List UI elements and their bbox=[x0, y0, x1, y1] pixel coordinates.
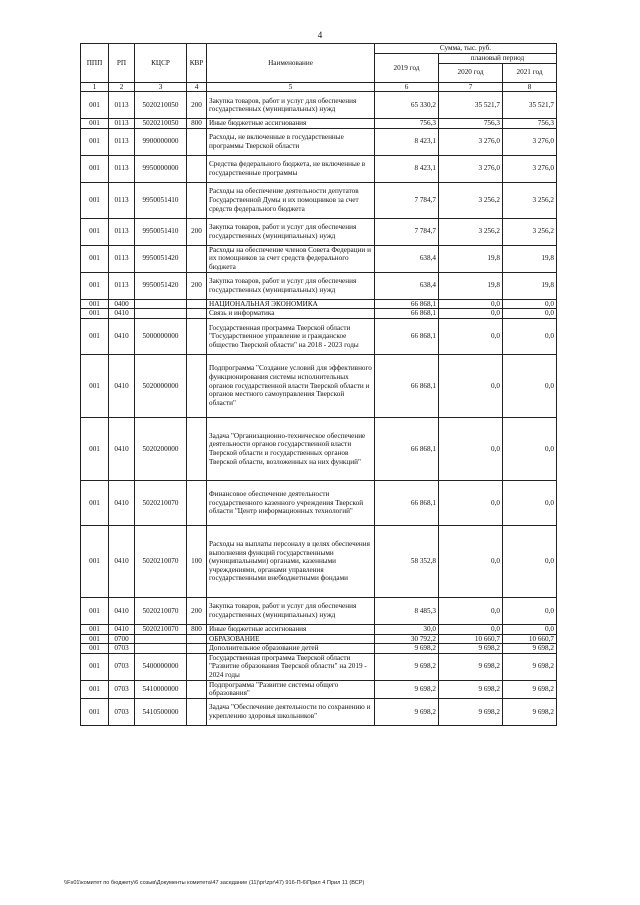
column-number: 2 bbox=[109, 82, 135, 92]
cell-v2019: 66 868,1 bbox=[375, 299, 439, 309]
table-row bbox=[81, 597, 557, 624]
table-row bbox=[81, 182, 557, 218]
cell-v2019: 66 868,1 bbox=[375, 354, 439, 417]
cell-kcsr: 5020210070 bbox=[135, 597, 187, 624]
col-header-planned-period: плановый период bbox=[439, 54, 557, 64]
cell-v2021: 10 660,7 bbox=[503, 634, 557, 644]
cell-rp: 0113 bbox=[109, 128, 135, 155]
cell-kvr bbox=[187, 318, 207, 354]
cell-kcsr: 5020200000 bbox=[135, 417, 187, 480]
budget-table bbox=[80, 43, 557, 726]
cell-rp: 0113 bbox=[109, 245, 135, 272]
cell-kvr bbox=[187, 155, 207, 182]
cell-v2020: 9 698,2 bbox=[439, 644, 503, 654]
cell-ppp: 001 bbox=[81, 128, 109, 155]
cell-v2021: 35 521,7 bbox=[503, 92, 557, 119]
cell-name: Расходы на обеспечение деятельности депутатов Государственной Думы и их помощников за счет средств федерального бюджета bbox=[207, 182, 375, 218]
table-row bbox=[81, 480, 557, 525]
col-header-rp: РП bbox=[109, 44, 135, 83]
cell-v2020: 0,0 bbox=[439, 525, 503, 597]
cell-ppp: 001 bbox=[81, 525, 109, 597]
cell-name: Связь и информатика bbox=[207, 309, 375, 319]
cell-name: Подпрограмма "Создание условий для эффективного функционирования системы исполнительных органов государственной власти Тверской области и органов местного самоуправления Тверской области" bbox=[207, 354, 375, 417]
cell-kcsr: 5020210070 bbox=[135, 624, 187, 634]
cell-ppp: 001 bbox=[81, 680, 109, 698]
col-header-sum: Сумма, тыс. руб. bbox=[375, 44, 557, 54]
cell-ppp: 001 bbox=[81, 92, 109, 119]
cell-v2021: 0,0 bbox=[503, 525, 557, 597]
table-row bbox=[81, 155, 557, 182]
cell-v2019: 9 698,2 bbox=[375, 698, 439, 725]
cell-v2020: 756,3 bbox=[439, 119, 503, 129]
cell-v2019: 9 698,2 bbox=[375, 644, 439, 654]
cell-ppp: 001 bbox=[81, 309, 109, 319]
cell-name: Расходы на обеспечение членов Совета Федерации и их помощников за счет средств федерального бюджета bbox=[207, 245, 375, 272]
table-row bbox=[81, 272, 557, 299]
cell-v2020: 0,0 bbox=[439, 624, 503, 634]
cell-v2021: 19,8 bbox=[503, 245, 557, 272]
cell-v2020: 0,0 bbox=[439, 597, 503, 624]
cell-v2021: 0,0 bbox=[503, 480, 557, 525]
file-path-footer: \\Fs01\комитет по бюджету\6 созыв\Документы комитета\47 заседание (11)\pr\zpr\47) 916-П-6\Прил 4 Прил 11 (ВСР) bbox=[64, 880, 365, 886]
cell-kvr bbox=[187, 354, 207, 417]
cell-v2021: 3 256,2 bbox=[503, 182, 557, 218]
cell-v2020: 3 276,0 bbox=[439, 155, 503, 182]
cell-rp: 0703 bbox=[109, 653, 135, 680]
cell-kvr bbox=[187, 680, 207, 698]
cell-ppp: 001 bbox=[81, 218, 109, 245]
cell-name: Иные бюджетные ассигнования bbox=[207, 119, 375, 129]
cell-v2020: 19,8 bbox=[439, 272, 503, 299]
cell-ppp: 001 bbox=[81, 182, 109, 218]
cell-kcsr: 5020210070 bbox=[135, 480, 187, 525]
cell-kvr bbox=[187, 698, 207, 725]
cell-v2021: 0,0 bbox=[503, 597, 557, 624]
col-header-name: Наименование bbox=[207, 44, 375, 83]
cell-ppp: 001 bbox=[81, 698, 109, 725]
cell-ppp: 001 bbox=[81, 299, 109, 309]
cell-name: Финансовое обеспечение деятельности государственного казенного учреждения Тверской области "Центр информационных технологий" bbox=[207, 480, 375, 525]
cell-v2020: 35 521,7 bbox=[439, 92, 503, 119]
cell-v2021: 9 698,2 bbox=[503, 698, 557, 725]
cell-v2019: 7 784,7 bbox=[375, 182, 439, 218]
cell-v2020: 0,0 bbox=[439, 417, 503, 480]
table-row bbox=[81, 92, 557, 119]
cell-name: Иные бюджетные ассигнования bbox=[207, 624, 375, 634]
cell-kcsr: 5020210070 bbox=[135, 525, 187, 597]
cell-kvr: 200 bbox=[187, 272, 207, 299]
table-row bbox=[81, 634, 557, 644]
cell-name: Подпрограмма "Развитие системы общего образования" bbox=[207, 680, 375, 698]
cell-name: Закупка товаров, работ и услуг для обеспечения государственных (муниципальных) нужд bbox=[207, 272, 375, 299]
cell-name: Средства федерального бюджета, не включенные в государственные программы bbox=[207, 155, 375, 182]
cell-v2021: 0,0 bbox=[503, 354, 557, 417]
cell-name: Расходы на выплаты персоналу в целях обеспечения выполнения функций государственными (муниципальными) органами, казенными учреждениями, органами управления государственными внебюджетными фондами bbox=[207, 525, 375, 597]
cell-kvr bbox=[187, 480, 207, 525]
cell-v2020: 9 698,2 bbox=[439, 653, 503, 680]
cell-v2019: 30 792,2 bbox=[375, 634, 439, 644]
cell-rp: 0113 bbox=[109, 272, 135, 299]
cell-v2021: 3 256,2 bbox=[503, 218, 557, 245]
column-number: 8 bbox=[503, 82, 557, 92]
cell-v2021: 756,3 bbox=[503, 119, 557, 129]
cell-v2020: 19,8 bbox=[439, 245, 503, 272]
cell-v2019: 638,4 bbox=[375, 245, 439, 272]
cell-name: Задача "Организационно-техническое обеспечение деятельности органов государственной власти Тверской области и государственных органов Тверской области, возложенных на них функций" bbox=[207, 417, 375, 480]
cell-kcsr: 5020210050 bbox=[135, 119, 187, 129]
col-header-2019: 2019 год bbox=[375, 54, 439, 83]
cell-v2021: 9 698,2 bbox=[503, 653, 557, 680]
cell-kcsr bbox=[135, 634, 187, 644]
cell-kvr bbox=[187, 309, 207, 319]
cell-kcsr: 5000000000 bbox=[135, 318, 187, 354]
cell-kvr bbox=[187, 182, 207, 218]
cell-v2021: 19,8 bbox=[503, 272, 557, 299]
table-row bbox=[81, 119, 557, 129]
cell-name: НАЦИОНАЛЬНАЯ ЭКОНОМИКА bbox=[207, 299, 375, 309]
cell-name: Закупка товаров, работ и услуг для обеспечения государственных (муниципальных) нужд bbox=[207, 92, 375, 119]
cell-name: Государственная программа Тверской области "Государственное управление и гражданское общество Тверской области" на 2018 - 2023 годы bbox=[207, 318, 375, 354]
cell-rp: 0410 bbox=[109, 318, 135, 354]
cell-name: Закупка товаров, работ и услуг для обеспечения государственных (муниципальных) нужд bbox=[207, 597, 375, 624]
cell-v2021: 0,0 bbox=[503, 299, 557, 309]
table-row bbox=[81, 680, 557, 698]
cell-rp: 0703 bbox=[109, 698, 135, 725]
cell-v2019: 7 784,7 bbox=[375, 218, 439, 245]
cell-kcsr: 9950051410 bbox=[135, 182, 187, 218]
cell-kvr bbox=[187, 634, 207, 644]
table-row bbox=[81, 309, 557, 319]
cell-rp: 0410 bbox=[109, 309, 135, 319]
cell-v2019: 9 698,2 bbox=[375, 680, 439, 698]
table-row bbox=[81, 624, 557, 634]
page-number: 4 bbox=[317, 30, 323, 40]
cell-ppp: 001 bbox=[81, 417, 109, 480]
column-number: 6 bbox=[375, 82, 439, 92]
cell-kcsr bbox=[135, 644, 187, 654]
column-number: 5 bbox=[207, 82, 375, 92]
column-number-row bbox=[81, 82, 557, 92]
column-number: 7 bbox=[439, 82, 503, 92]
cell-ppp: 001 bbox=[81, 155, 109, 182]
table-row bbox=[81, 218, 557, 245]
cell-kcsr: 5020000000 bbox=[135, 354, 187, 417]
cell-v2020: 3 276,0 bbox=[439, 128, 503, 155]
cell-ppp: 001 bbox=[81, 245, 109, 272]
cell-ppp: 001 bbox=[81, 644, 109, 654]
cell-rp: 0700 bbox=[109, 634, 135, 644]
cell-kvr: 200 bbox=[187, 597, 207, 624]
column-number: 3 bbox=[135, 82, 187, 92]
cell-rp: 0703 bbox=[109, 644, 135, 654]
cell-v2019: 8 423,1 bbox=[375, 128, 439, 155]
table-row bbox=[81, 417, 557, 480]
cell-ppp: 001 bbox=[81, 480, 109, 525]
cell-kvr: 800 bbox=[187, 624, 207, 634]
cell-kvr bbox=[187, 653, 207, 680]
cell-rp: 0113 bbox=[109, 218, 135, 245]
cell-kcsr: 5020210050 bbox=[135, 92, 187, 119]
cell-v2021: 0,0 bbox=[503, 309, 557, 319]
cell-v2021: 3 276,0 bbox=[503, 128, 557, 155]
cell-kvr: 800 bbox=[187, 119, 207, 129]
cell-rp: 0113 bbox=[109, 119, 135, 129]
cell-v2019: 638,4 bbox=[375, 272, 439, 299]
column-number: 1 bbox=[81, 82, 109, 92]
cell-kvr bbox=[187, 245, 207, 272]
cell-kcsr: 9900000000 bbox=[135, 128, 187, 155]
cell-kvr: 200 bbox=[187, 218, 207, 245]
cell-v2019: 66 868,1 bbox=[375, 417, 439, 480]
cell-ppp: 001 bbox=[81, 653, 109, 680]
cell-v2020: 0,0 bbox=[439, 299, 503, 309]
cell-kvr bbox=[187, 128, 207, 155]
cell-name: Закупка товаров, работ и услуг для обеспечения государственных (муниципальных) нужд bbox=[207, 218, 375, 245]
cell-kcsr bbox=[135, 299, 187, 309]
cell-v2021: 0,0 bbox=[503, 417, 557, 480]
cell-name: Государственная программа Тверской области "Развитие образования Тверской области" на 2019 - 2024 годы bbox=[207, 653, 375, 680]
table-row bbox=[81, 128, 557, 155]
cell-v2020: 9 698,2 bbox=[439, 680, 503, 698]
cell-rp: 0410 bbox=[109, 624, 135, 634]
cell-v2019: 8 485,3 bbox=[375, 597, 439, 624]
cell-v2020: 0,0 bbox=[439, 309, 503, 319]
cell-v2021: 9 698,2 bbox=[503, 680, 557, 698]
cell-rp: 0410 bbox=[109, 525, 135, 597]
cell-kvr: 200 bbox=[187, 92, 207, 119]
table-row bbox=[81, 354, 557, 417]
cell-v2019: 58 352,8 bbox=[375, 525, 439, 597]
cell-v2019: 756,3 bbox=[375, 119, 439, 129]
col-header-2021: 2021 год bbox=[503, 63, 557, 82]
cell-name: ОБРАЗОВАНИЕ bbox=[207, 634, 375, 644]
cell-v2020: 0,0 bbox=[439, 318, 503, 354]
column-number: 4 bbox=[187, 82, 207, 92]
table-row bbox=[81, 644, 557, 654]
cell-v2019: 66 868,1 bbox=[375, 318, 439, 354]
cell-v2019: 66 868,1 bbox=[375, 480, 439, 525]
cell-kcsr: 9950051420 bbox=[135, 245, 187, 272]
cell-ppp: 001 bbox=[81, 354, 109, 417]
cell-kvr bbox=[187, 644, 207, 654]
cell-rp: 0410 bbox=[109, 354, 135, 417]
cell-ppp: 001 bbox=[81, 272, 109, 299]
table-row bbox=[81, 653, 557, 680]
cell-kcsr: 5400000000 bbox=[135, 653, 187, 680]
col-header-kcsr: КЦСР bbox=[135, 44, 187, 83]
cell-rp: 0400 bbox=[109, 299, 135, 309]
cell-v2019: 8 423,1 bbox=[375, 155, 439, 182]
cell-v2020: 0,0 bbox=[439, 354, 503, 417]
cell-rp: 0703 bbox=[109, 680, 135, 698]
cell-rp: 0113 bbox=[109, 182, 135, 218]
cell-kcsr: 9950000000 bbox=[135, 155, 187, 182]
cell-v2019: 65 330,2 bbox=[375, 92, 439, 119]
cell-name: Дополнительное образование детей bbox=[207, 644, 375, 654]
cell-rp: 0410 bbox=[109, 480, 135, 525]
cell-v2021: 0,0 bbox=[503, 624, 557, 634]
cell-rp: 0113 bbox=[109, 155, 135, 182]
cell-kcsr bbox=[135, 309, 187, 319]
cell-v2019: 30,0 bbox=[375, 624, 439, 634]
table-row bbox=[81, 525, 557, 597]
cell-rp: 0410 bbox=[109, 597, 135, 624]
cell-kcsr: 5410500000 bbox=[135, 698, 187, 725]
cell-kcsr: 9950051410 bbox=[135, 218, 187, 245]
cell-ppp: 001 bbox=[81, 119, 109, 129]
table-row bbox=[81, 698, 557, 725]
cell-ppp: 001 bbox=[81, 597, 109, 624]
cell-v2020: 3 256,2 bbox=[439, 218, 503, 245]
col-header-ppp: ППП bbox=[81, 44, 109, 83]
cell-name: Задача "Обеспечение деятельности по сохранению и укреплению здоровья школьников" bbox=[207, 698, 375, 725]
table-body bbox=[81, 92, 557, 726]
table-row bbox=[81, 299, 557, 309]
cell-v2021: 3 276,0 bbox=[503, 155, 557, 182]
cell-v2020: 9 698,2 bbox=[439, 698, 503, 725]
cell-rp: 0113 bbox=[109, 92, 135, 119]
cell-rp: 0410 bbox=[109, 417, 135, 480]
cell-kcsr: 5410000000 bbox=[135, 680, 187, 698]
cell-kcsr: 9950051420 bbox=[135, 272, 187, 299]
col-header-2020: 2020 год bbox=[439, 63, 503, 82]
cell-v2021: 9 698,2 bbox=[503, 644, 557, 654]
cell-v2021: 0,0 bbox=[503, 318, 557, 354]
cell-kvr: 100 bbox=[187, 525, 207, 597]
cell-v2019: 66 868,1 bbox=[375, 309, 439, 319]
cell-v2019: 9 698,2 bbox=[375, 653, 439, 680]
cell-ppp: 001 bbox=[81, 634, 109, 644]
cell-name: Расходы, не включенные в государственные программы Тверской области bbox=[207, 128, 375, 155]
cell-v2020: 10 660,7 bbox=[439, 634, 503, 644]
table-row bbox=[81, 245, 557, 272]
table-row bbox=[81, 318, 557, 354]
cell-v2020: 0,0 bbox=[439, 480, 503, 525]
cell-v2020: 3 256,2 bbox=[439, 182, 503, 218]
cell-ppp: 001 bbox=[81, 318, 109, 354]
cell-kvr bbox=[187, 299, 207, 309]
cell-kvr bbox=[187, 417, 207, 480]
cell-ppp: 001 bbox=[81, 624, 109, 634]
col-header-kvr: КВР bbox=[187, 44, 207, 83]
